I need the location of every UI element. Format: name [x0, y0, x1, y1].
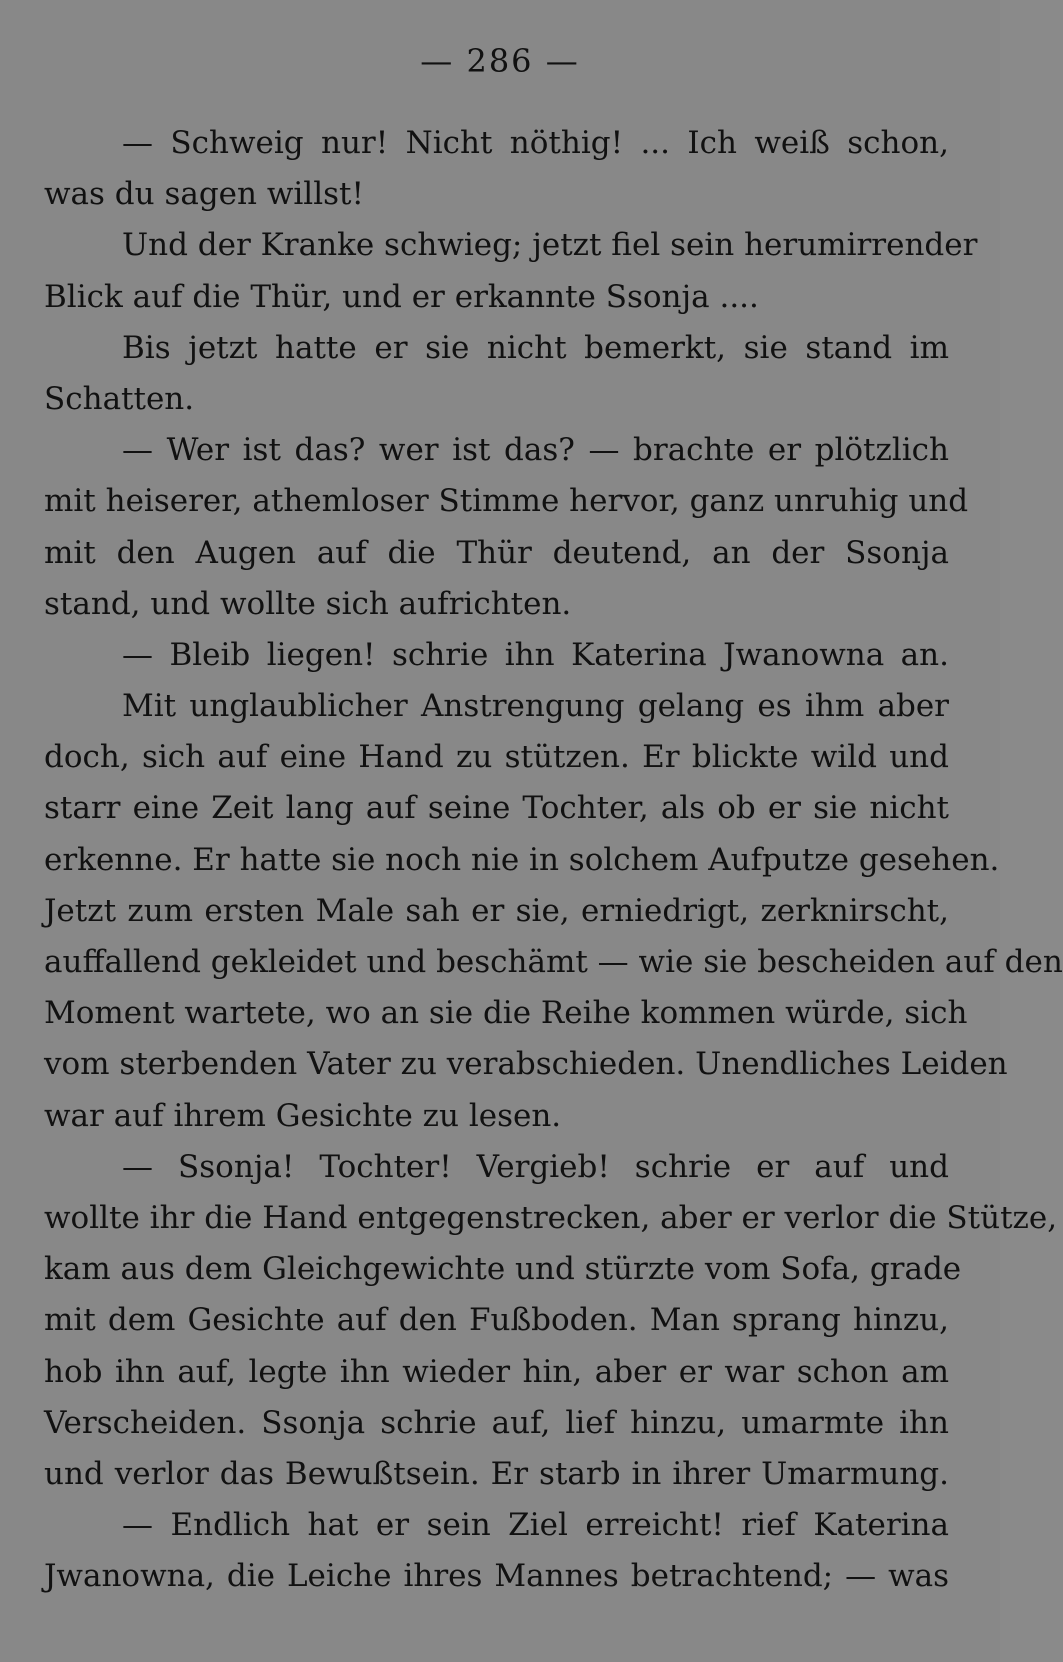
text-line: hob ihn auf, legte ihn wieder hin, aber er war schon am	[44, 1353, 949, 1390]
text-line: — Wer ist das? wer ist das? — brachte er plötzlich	[122, 432, 949, 469]
text-line: mit heiserer, athemloser Stimme hervor, ganz unruhig und	[44, 483, 969, 520]
text-line: — Endlich hat er sein Ziel erreicht! rief Katerina	[122, 1507, 949, 1544]
text-line: Moment wartete, wo an sie die Reihe kommen würde, sich	[44, 995, 968, 1032]
text-line: kam aus dem Gleichgewichte und stürzte vom Sofa, grade	[44, 1251, 962, 1288]
text-line: — Bleib liegen! schrie ihn Katerina Jwanowna an.	[122, 636, 949, 673]
text-line: doch, sich auf eine Hand zu stützen. Er blickte wild und	[44, 739, 949, 776]
text-line: Jwanowna, die Leiche ihres Mannes betrachtend; — was	[44, 1558, 949, 1595]
text-line: mit den Augen auf die Thür deutend, an der Ssonja	[44, 534, 949, 571]
text-line: — Schweig nur! Nicht nöthig! ... Ich weiß schon,	[122, 125, 949, 161]
text-line: was du sagen willst!	[44, 176, 364, 213]
text-line: mit dem Gesichte auf den Fußboden. Man sprang hinzu,	[44, 1302, 949, 1339]
text-line: Blick auf die Thür, und er erkannte Ssonja ....	[44, 278, 759, 315]
text-line: und verlor das Bewußtsein. Er starb in ihrer Umarmung.	[44, 1455, 949, 1492]
text-line: Mit unglaublicher Anstrengung gelang es ihm aber	[122, 688, 949, 725]
text-line: erkenne. Er hatte sie noch nie in solchem Aufputze gesehen.	[44, 841, 1000, 878]
text-line: Und der Kranke schwieg; jetzt fiel sein herumirrender	[122, 227, 978, 264]
text-line: Verscheiden. Ssonja schrie auf, lief hinzu, umarmte ihn	[44, 1404, 949, 1441]
text-line: wollte ihr die Hand entgegenstrecken, aber er verlor die Stütze,	[44, 1199, 1058, 1236]
text-line: auffallend gekleidet und beschämt — wie sie bescheiden auf den	[44, 944, 1063, 980]
page-body-text	[44, 118, 1063, 1602]
text-line: Schatten.	[44, 380, 195, 417]
text-line: Jetzt zum ersten Male sah er sie, erniedrigt, zerknirscht,	[44, 892, 949, 929]
text-line: — Ssonja! Tochter! Vergieb! schrie er auf und	[122, 1148, 949, 1185]
text-line: stand, und wollte sich aufrichten.	[44, 585, 572, 622]
text-line: Bis jetzt hatte er sie nicht bemerkt, sie stand im	[122, 329, 949, 366]
text-line: starr eine Zeit lang auf seine Tochter, als ob er sie nicht	[44, 790, 949, 827]
text-line: vom sterbenden Vater zu verabschieden. Unendliches Leiden	[44, 1046, 1008, 1083]
page-number: — 286 —	[420, 42, 580, 80]
text-line: war auf ihrem Gesichte zu lesen.	[44, 1097, 562, 1134]
